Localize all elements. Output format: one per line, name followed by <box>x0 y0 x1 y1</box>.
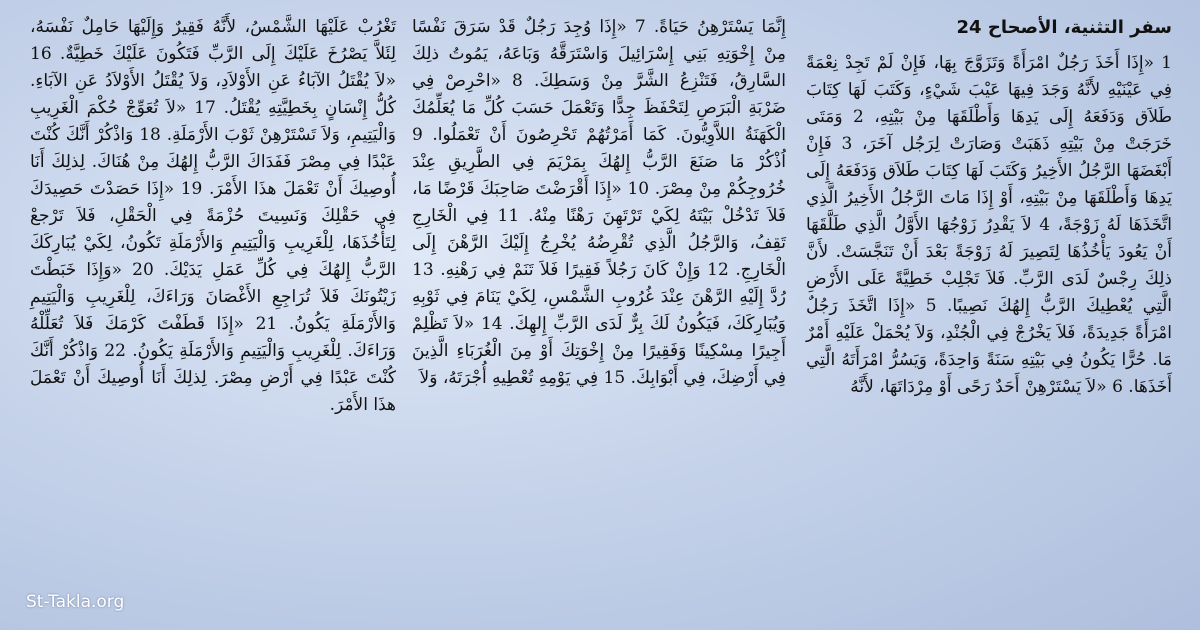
site-watermark: St-Takla.org <box>26 592 125 612</box>
chapter-title: سفر التثنية، الأصحاح 24 <box>956 17 1172 38</box>
chapter-text-part-1: 1 «إِذَا أَخَذَ رَجُلٌ امْرَأَةً وَتَزَوَّجَ بِهَا، فَإِنْ لَمْ تَجِدْ نِعْمَةً فِي عَيْنَيْهِ لأَنَّهُ وَجَدَ فِيهَا عَيْبَ شَيْءٍ، وَكَتَبَ لَهَا كِتَابَ طَلاَق وَدَفَعَهُ إِلَى يَدِهَا وَأَطْلَقَهَا مِنْ بَيْتِهِ، 2 وَمَتَى خَرَجَتْ مِنْ بَيْتِهِ ذَهَبَتْ وَصَارَتْ لِرَجُل آخَرَ، 3 فَإِنْ أَبْغَضَهَا الرَّجُلُ الأَخِيرُ وَكَتَبَ لَهَا كِتَابَ طَلاَق وَدَفَعَهُ إِلَى يَدِهَا وَأَطْلَقَهَا مِنْ بَيْتِهِ، أَوْ إِذَا مَاتَ الرَّجُلُ الأَخِيرُ الَّذِي اتَّخَذَهَا لَهُ زَوْجَةً، 4 لاَ يَقْدِرُ زَوْجُهَا الأَوَّلُ الَّذِي طَلَّقَهَا أَنْ يَعُودَ يَأْخُذُهَا لِتَصِيرَ لَهُ زَوْجَةً بَعْدَ أَنْ تَنَجَّسَتْ. لأَنَّ ذلِكَ رِجْسٌ لَدَى الرَّبِّ. فَلاَ تَجْلِبْ خَطِيَّةً عَلَى الأَرْضِ الَّتِي يُعْطِيكَ الرَّبُّ إِلهُكَ نَصِيبًا. 5 «إِذَا اتَّخَذَ رَجُلٌ امْرَأَةً جَدِيدَةً، فَلاَ يَخْرُجْ فِي الْجُنْدِ، وَلاَ يُحْمَلْ عَلَيْهِ أَمْرٌ مَا. حُرًّا يَكُونُ فِي بَيْتِهِ سَنَةً وَاحِدَةً، وَيَسُرُّ امْرَأَتَهُ الَّتِي أَخَذَهَا. 6 «لاَ يَسْتَرْهِنْ أَحَدٌ رَحًى أَوْ مِرْدَاتَهَا، لأَنَّهُ <box>806 53 1172 397</box>
text-column-2 <box>412 14 786 392</box>
chapter-text-part-2: إِنَّمَا يَسْتَرْهِنُ حَيَاةً. 7 «إِذَا وُجِدَ رَجُلٌ قَدْ سَرَقَ نَفْسًا مِنْ إِخْوَتِهِ بَنِي إِسْرَائِيلَ وَاسْتَرَقَّهُ وَبَاعَهُ، يَمُوتُ ذلِكَ السَّارِقُ، فَتَنْزِعُ الشَّرَّ مِنْ وَسَطِكَ. 8 «احْرِصْ فِي ضَرْبَةِ الْبَرَصِ لِتَحْفَظَ جِدًّا وَتَعْمَلَ حَسَبَ كُلِّ مَا يُعَلِّمُكَ الْكَهَنَةُ اللاَّوِيُّونَ. كَمَا أَمَرْتُهُمْ تَحْرِصُونَ أَنْ تَعْمَلُوا. 9 اُذْكُرْ مَا صَنَعَ الرَّبُّ إِلهُكَ بِمَرْيَمَ فِي الطَّرِيقِ عِنْدَ خُرُوجِكُمْ مِنْ مِصْرَ. 10 «إِذَا أَقْرَضْتَ صَاحِبَكَ قَرْضًا مَا، فَلاَ تَدْخُلْ بَيْتَهُ لِكَيْ تَرْتَهِنَ رَهْنًا مِنْهُ. 11 فِي الْخَارِجِ تَقِفُ، وَالرَّجُلُ الَّذِي تُقْرِضُهُ يُخْرِجُ إِلَيْكَ الرَّهْنَ إِلَى الْخَارِجِ. 12 وَإِنْ كَانَ رَجُلاً فَقِيرًا فَلاَ تَنَمْ فِي رَهْنِهِ. 13 رُدَّ إِلَيْهِ الرَّهْنَ عِنْدَ غُرُوبِ الشَّمْسِ، لِكَيْ يَنَامَ فِي ثَوْبِهِ وَيُبَارِكَكَ، فَيَكُونُ لَكَ بِرٌّ لَدَى الرَّبِّ إِلهِكَ. 14 «لاَ تَظْلِمْ أَجِيرًا مِسْكِينًا وَفَقِيرًا مِنْ إِخْوَتِكَ أَوْ مِنَ الْغُرَبَاءِ الَّذِينَ فِي أَرْضِكَ، فِي أَبْوَابِكَ. 15 فِي يَوْمِهِ تُعْطِيهِ أُجْرَتَهُ، وَلاَ <box>412 17 786 388</box>
text-column-3 <box>30 14 396 419</box>
chapter-text-part-3: تَغْرُبْ عَلَيْهَا الشَّمْسُ، لأَنَّهُ فَقِيرٌ وَإِلَيْهَا حَامِلٌ نَفْسَهُ، لِئَلاَّ يَصْرُخَ عَلَيْكَ إِلَى الرَّبِّ فَتَكُونَ عَلَيْكَ خَطِيَّةٌ. 16 «لاَ يُقْتَلُ الآبَاءُ عَنِ الأَوْلاَدِ، وَلاَ يُقْتَلُ الأَوْلاَدُ عَنِ الآبَاءِ. كُلُّ إِنْسَانٍ بِخَطِيَّتِهِ يُقْتَلُ. 17 «لاَ تُعَوِّجْ حُكْمَ الْغَرِيبِ وَالْيَتِيمِ، وَلاَ تَسْتَرْهِنْ ثَوْبَ الأَرْمَلَةِ. 18 وَاذْكُرْ أَنَّكَ كُنْتَ عَبْدًا فِي مِصْرَ فَفَدَاكَ الرَّبُّ إِلهُكَ مِنْ هُنَاكَ. لِذلِكَ أَنَا أُوصِيكَ أَنْ تَعْمَلَ هذَا الأَمْرَ. 19 «إِذَا حَصَدْتَ حَصِيدَكَ فِي حَقْلِكَ وَنَسِيتَ حُزْمَةً فِي الْحَقْلِ، فَلاَ تَرْجعْ لِتَأْخُذَهَا، لِلْغَرِيبِ وَالْيَتِيمِ وَالأَرْمَلَةِ تَكُونُ، لِكَيْ يُبَارِكَكَ الرَّبُّ إِلهُكَ فِي كُلِّ عَمَلِ يَدَيْكَ. 20 «وَإِذَا خَبَطْتَ زَيْتُونَكَ فَلاَ تُرَاجِعِ الأَغْصَانَ وَرَاءَكَ، لِلْغَرِيبِ وَالْيَتِيمِ وَالأَرْمَلَةِ يَكُونُ. 21 «إِذَا قَطَفْتَ كَرْمَكَ فَلاَ تُعَلِّلْهُ وَرَاءَكَ. لِلْغَرِيبِ وَالْيَتِيمِ وَالأَرْمَلَةِ يَكُونُ. 22 وَاذْكُرْ أَنَّكَ كُنْتَ عَبْدًا فِي أَرْضِ مِصْرَ. لِذلِكَ أَنَا أُوصِيكَ أَنْ تَعْمَلَ هذَا الأَمْرَ. <box>30 17 397 415</box>
text-column-1 <box>806 14 1172 401</box>
